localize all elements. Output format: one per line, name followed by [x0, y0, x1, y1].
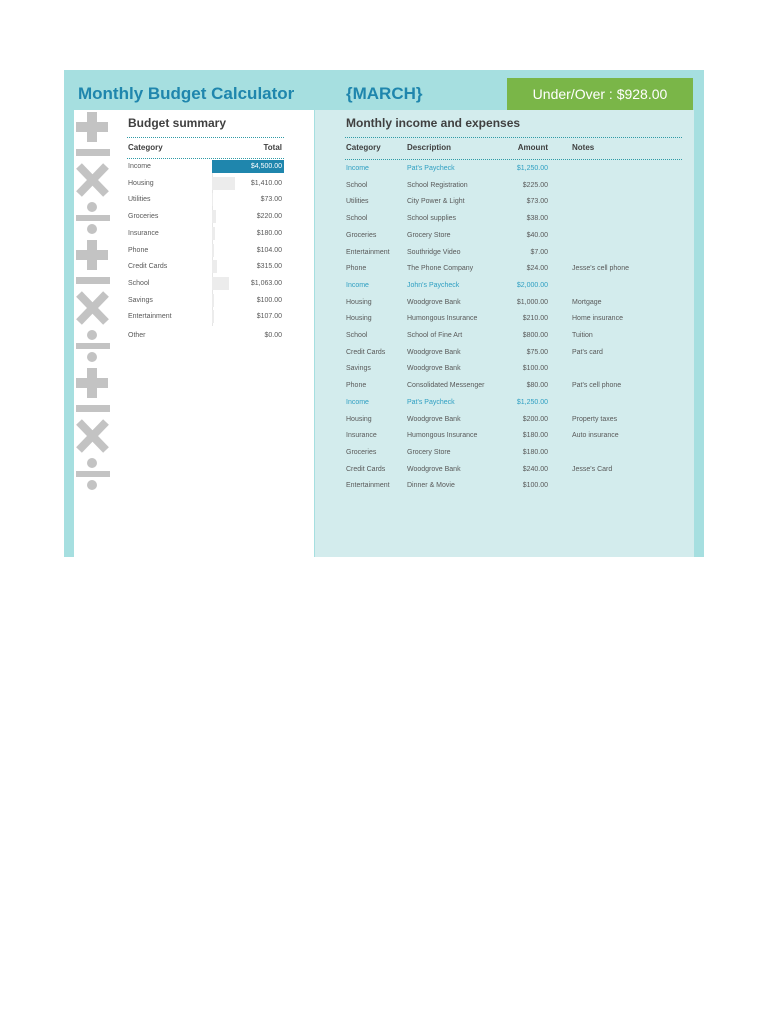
page-title: Monthly Budget Calculator: [78, 84, 295, 103]
detail-description: The Phone Company: [407, 265, 474, 273]
summary-category: Insurance: [128, 229, 159, 237]
detail-category: Housing: [346, 415, 372, 423]
detail-description: Pat's Paycheck: [407, 398, 455, 406]
summary-bar: [212, 227, 215, 240]
detail-category: Groceries: [346, 448, 377, 456]
detail-amount: $75.00: [526, 348, 548, 356]
detail-description: John's Paycheck: [407, 281, 460, 289]
detail-notes: Tuition: [572, 332, 593, 339]
detail-description: Consolidated Messenger: [407, 382, 485, 390]
detail-category: Credit Cards: [346, 465, 386, 473]
detail-description: City Power & Light: [407, 198, 465, 206]
summary-total: $1,410.00: [250, 179, 282, 187]
detail-description: School of Fine Art: [407, 332, 463, 339]
summary-category: School: [128, 279, 150, 287]
detail-description: Grocery Store: [407, 231, 451, 239]
summary-category: Savings: [128, 296, 153, 304]
summary-col-category: Category: [128, 143, 163, 152]
summary-bar: [212, 244, 214, 257]
detail-category: Entertainment: [346, 248, 390, 256]
detail-amount: $180.00: [522, 448, 548, 456]
detail-description: Pat's Paycheck: [407, 165, 455, 172]
summary-total: $180.00: [256, 229, 282, 237]
detail-amount: $240.00: [522, 465, 548, 473]
summary-category: Utilities: [128, 196, 151, 204]
detail-notes: Jesse's cell phone: [572, 265, 629, 273]
detail-category: Housing: [346, 298, 372, 306]
detail-category: Credit Cards: [346, 348, 386, 356]
detail-description: Woodgrove Bank: [407, 365, 461, 373]
summary-category: Income: [128, 163, 151, 170]
plus-symbol-icon: [74, 366, 112, 405]
summary-bar: [212, 310, 214, 323]
detail-category: Savings: [346, 365, 371, 373]
detail-category: School: [346, 332, 368, 339]
detail-amount: $73.00: [526, 198, 548, 206]
summary-col-total: Total: [263, 143, 282, 152]
detail-category: Entertainment: [346, 482, 390, 490]
detail-amount: $100.00: [522, 482, 548, 490]
detail-category: Phone: [346, 382, 367, 390]
summary-total: $104.00: [256, 246, 282, 254]
summary-total: $220.00: [256, 213, 282, 221]
detail-description: Humongous Insurance: [407, 315, 478, 323]
summary-title-divider: [127, 137, 284, 138]
detail-category: Income: [346, 281, 369, 289]
summary-bar: [212, 193, 213, 206]
details-col-category: Category: [346, 143, 381, 152]
detail-description: School supplies: [407, 215, 457, 223]
detail-amount: $38.00: [526, 215, 548, 223]
detail-notes: Pat's cell phone: [572, 382, 622, 390]
detail-amount: $225.00: [522, 181, 548, 189]
budget-summary-title: Budget summary: [128, 116, 227, 130]
detail-amount: $100.00: [522, 365, 548, 373]
detail-notes: Auto insurance: [572, 432, 619, 440]
detail-amount: $180.00: [522, 432, 548, 440]
detail-notes: Jesse's Card: [572, 465, 613, 473]
summary-category: Other: [128, 332, 146, 339]
summary-bar: [212, 210, 216, 223]
summary-bar: [212, 260, 217, 273]
detail-notes: Home insurance: [572, 315, 623, 323]
detail-amount: $200.00: [522, 415, 548, 423]
detail-category: Income: [346, 165, 369, 172]
summary-total: $1,063.00: [250, 279, 282, 287]
detail-amount: $800.00: [522, 332, 548, 339]
detail-category: Insurance: [346, 432, 377, 440]
detail-amount: $1,000.00: [516, 298, 548, 306]
plus-symbol-icon: [74, 110, 112, 149]
detail-description: Dinner & Movie: [407, 482, 455, 490]
summary-bar: [212, 294, 214, 307]
summary-total: $73.00: [260, 196, 282, 204]
detail-category: Phone: [346, 265, 367, 273]
divide-symbol-icon: [74, 200, 112, 241]
detail-category: Income: [346, 398, 369, 406]
detail-amount: $24.00: [526, 265, 548, 273]
detail-amount: $1,250.00: [516, 398, 548, 406]
detail-amount: $1,250.00: [516, 165, 548, 172]
times-symbol-icon: [74, 290, 112, 331]
detail-description: Woodgrove Bank: [407, 465, 461, 473]
month-label: {MARCH}: [346, 84, 423, 103]
detail-amount: $7.00: [530, 248, 548, 256]
summary-total: $315.00: [256, 263, 282, 271]
summary-category: Groceries: [128, 213, 159, 221]
details-title-divider: [345, 137, 682, 138]
detail-category: School: [346, 181, 368, 189]
summary-header-divider: [127, 158, 284, 159]
summary-total: $4,500.00: [250, 163, 282, 170]
detail-amount: $80.00: [526, 382, 548, 390]
divide-symbol-icon: [74, 328, 112, 369]
detail-description: School Registration: [407, 181, 468, 189]
income-expenses-title: Monthly income and expenses: [346, 116, 521, 130]
detail-description: Southridge Video: [407, 248, 461, 256]
details-col-description: Description: [407, 143, 452, 152]
detail-description: Grocery Store: [407, 448, 451, 456]
summary-total: $100.00: [256, 296, 282, 304]
detail-category: School: [346, 215, 368, 223]
detail-notes: Mortgage: [572, 298, 602, 306]
details-header-divider: [345, 159, 682, 160]
detail-amount: $210.00: [522, 315, 548, 323]
detail-notes: Property taxes: [572, 415, 618, 423]
summary-category: Credit Cards: [128, 263, 168, 271]
detail-category: Groceries: [346, 231, 377, 239]
under-over-badge: Under/Over : $928.00: [507, 78, 693, 110]
summary-category: Housing: [128, 179, 154, 187]
detail-notes: Pat's card: [572, 348, 603, 356]
summary-total: $0.00: [264, 332, 282, 339]
times-symbol-icon: [74, 162, 112, 203]
detail-amount: $40.00: [526, 231, 548, 239]
math-symbols-decoration: [74, 110, 112, 540]
detail-description: Humongous Insurance: [407, 432, 478, 440]
detail-description: Woodgrove Bank: [407, 298, 461, 306]
summary-total: $107.00: [256, 313, 282, 321]
detail-description: Woodgrove Bank: [407, 415, 461, 423]
plus-symbol-icon: [74, 238, 112, 277]
detail-category: Utilities: [346, 198, 369, 206]
summary-category: Phone: [128, 246, 149, 254]
detail-category: Housing: [346, 315, 372, 323]
detail-description: Woodgrove Bank: [407, 348, 461, 356]
divide-symbol-icon: [74, 456, 112, 497]
summary-category: Entertainment: [128, 313, 172, 321]
detail-amount: $2,000.00: [516, 281, 548, 289]
details-col-notes: Notes: [572, 143, 595, 152]
times-symbol-icon: [74, 418, 112, 459]
details-col-amount: Amount: [517, 143, 548, 152]
